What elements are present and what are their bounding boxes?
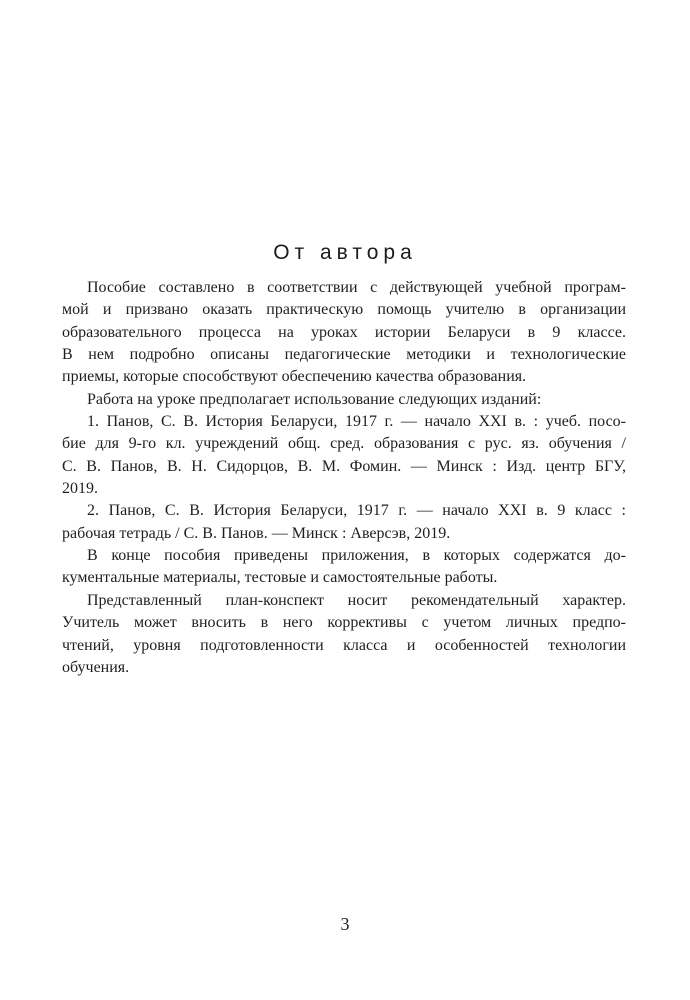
text-line: Представленный план-конспект носит рекомендательный характер.: [87, 591, 626, 609]
text-line: чтений, уровня подготовленности класса и особенностей технологии: [62, 636, 626, 654]
text-line: обучения.: [62, 658, 130, 676]
text-line: Работа на уроке предполагает использование следующих изданий:: [87, 390, 542, 408]
text-line: В конце пособия приведены приложения, в которых содержатся до-: [87, 547, 626, 565]
text-line: бие для 9-го кл. учреждений общ. сред. образования с рус. яз. обучения /: [62, 435, 626, 453]
text-line: 2. Панов, С. В. История Беларуси, 1917 г. — начало XXI в. 9 класс :: [87, 502, 626, 520]
text-line: образовательного процесса на уроках истории Беларуси в 9 классе.: [62, 323, 626, 341]
page-number: 3: [340, 914, 350, 934]
text-line: 1. Панов, С. В. История Беларуси, 1917 г. — начало XXI в. : учеб. посо-: [87, 413, 626, 431]
text-line: мой и призвано оказать практическую помощь учителю в организации: [62, 301, 626, 319]
text-line: кументальные материалы, тестовые и самостоятельные работы.: [62, 569, 498, 587]
text-line: 2019.: [62, 480, 98, 498]
text-line: Пособие составлено в соответствии с действующей учебной програм-: [87, 279, 626, 296]
text-line: С. В. Панов, В. Н. Сидорцов, В. М. Фомин. — Минск : Изд. центр БГУ,: [62, 457, 626, 475]
text-line: В нем подробно описаны педагогические методики и технологические: [62, 346, 626, 364]
body-text: [62, 277, 626, 679]
text-line: Учитель может вносить в него коррективы с учетом личных предпо-: [62, 614, 626, 632]
text-line: рабочая тетрадь / С. В. Панов. — Минск : Аверсэв, 2019.: [62, 524, 451, 542]
page-title: От автора: [273, 241, 417, 264]
text-line: приемы, которые способствуют обеспечению качества образования.: [62, 368, 527, 386]
